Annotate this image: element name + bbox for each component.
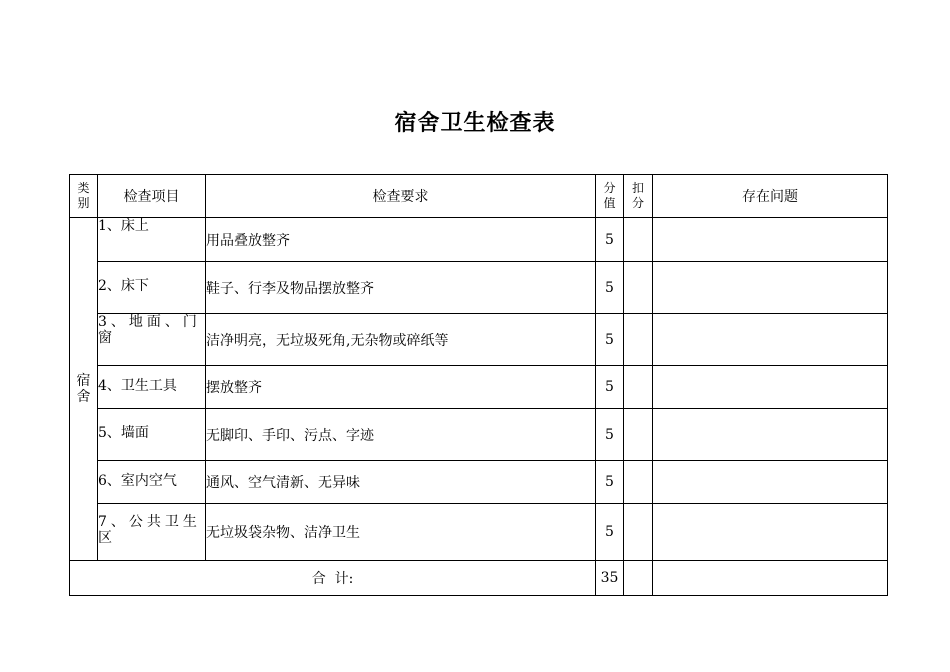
table-row (70, 504, 888, 561)
total-deduct-cell[interactable] (624, 561, 653, 596)
score-cell: 5 (596, 366, 624, 409)
score-cell: 5 (596, 314, 624, 366)
item-cell: 4、卫生工具 (98, 366, 206, 409)
total-issues-cell[interactable] (653, 561, 888, 596)
header-row (70, 175, 888, 218)
page-title: 宿舍卫生检查表 (394, 110, 556, 136)
score-cell: 5 (596, 409, 624, 461)
score-cell: 5 (596, 218, 624, 262)
deduct-cell[interactable] (624, 314, 653, 366)
header-score: 分 值 (596, 175, 624, 218)
issues-cell[interactable] (653, 461, 888, 504)
deduct-cell[interactable] (624, 262, 653, 314)
category-cell: 宿 舍 (70, 218, 98, 561)
issues-cell[interactable] (653, 409, 888, 461)
item-cell: 7、公共卫生区 (98, 504, 206, 561)
table-row (70, 314, 888, 366)
issues-cell[interactable] (653, 218, 888, 262)
item-cell: 1、床上 (98, 218, 206, 262)
total-row (70, 561, 888, 596)
table-row (70, 262, 888, 314)
header-issues: 存在问题 (653, 175, 888, 218)
item-cell: 5、墙面 (98, 409, 206, 461)
header-requirement: 检查要求 (206, 175, 596, 218)
total-score: 35 (596, 561, 624, 596)
deduct-cell[interactable] (624, 461, 653, 504)
deduct-cell[interactable] (624, 504, 653, 561)
requirement-cell: 洁净明亮，无垃圾死角,无杂物或碎纸等 (206, 314, 596, 366)
requirement-cell: 通风、空气清新、无异味 (206, 461, 596, 504)
table-row (70, 366, 888, 409)
header-deduct: 扣 分 (624, 175, 653, 218)
header-item: 检查项目 (98, 175, 206, 218)
requirement-cell: 鞋子、行李及物品摆放整齐 (206, 262, 596, 314)
requirement-cell: 用品叠放整齐 (206, 218, 596, 262)
header-category: 类 别 (70, 175, 98, 218)
deduct-cell[interactable] (624, 218, 653, 262)
table-row (70, 409, 888, 461)
item-cell: 2、床下 (98, 262, 206, 314)
requirement-cell: 无脚印、手印、污点、字迹 (206, 409, 596, 461)
table-row (70, 218, 888, 262)
item-cell: 6、室内空气 (98, 461, 206, 504)
requirement-cell: 摆放整齐 (206, 366, 596, 409)
total-label: 合 计: (70, 561, 596, 596)
issues-cell[interactable] (653, 314, 888, 366)
issues-cell[interactable] (653, 262, 888, 314)
table-row (70, 461, 888, 504)
requirement-cell: 无垃圾袋杂物、洁净卫生 (206, 504, 596, 561)
score-cell: 5 (596, 461, 624, 504)
deduct-cell[interactable] (624, 409, 653, 461)
issues-cell[interactable] (653, 504, 888, 561)
inspection-table (69, 174, 888, 596)
deduct-cell[interactable] (624, 366, 653, 409)
item-cell: 3、地面、门窗 (98, 314, 206, 366)
score-cell: 5 (596, 504, 624, 561)
score-cell: 5 (596, 262, 624, 314)
issues-cell[interactable] (653, 366, 888, 409)
